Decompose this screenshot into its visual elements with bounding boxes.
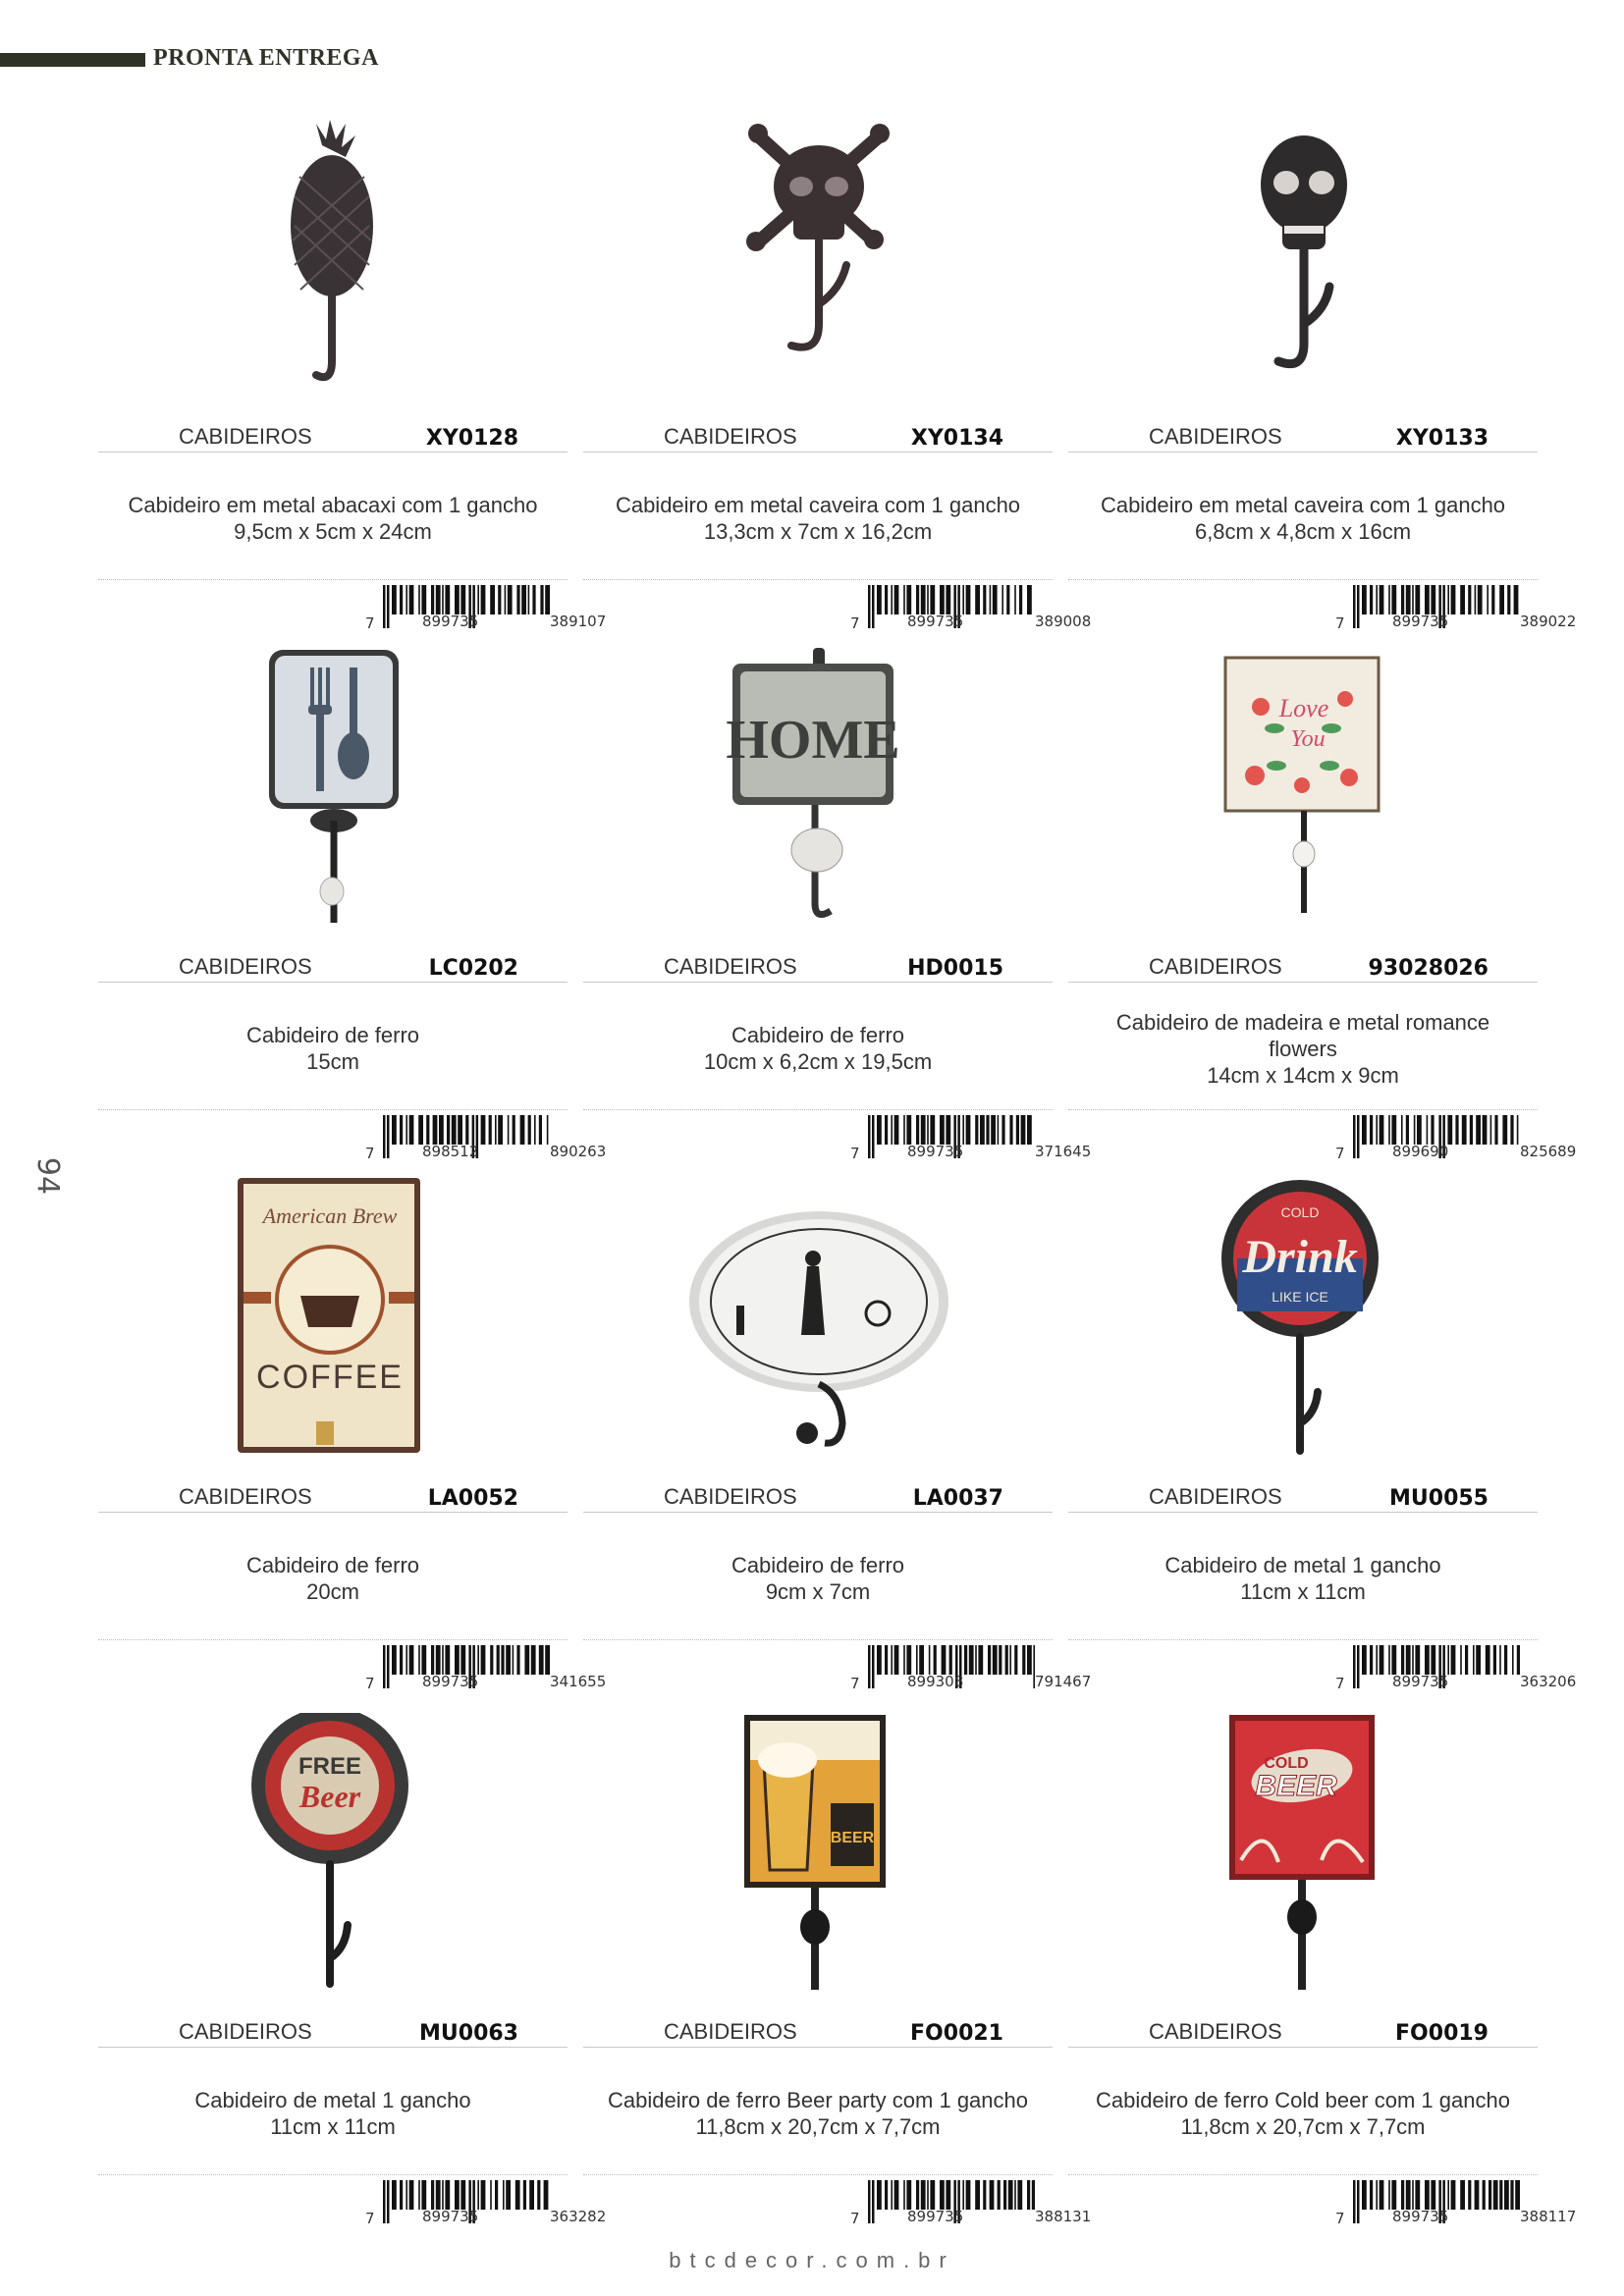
barcode-digit: 363282 — [550, 2208, 607, 2225]
product-description — [98, 2066, 568, 2161]
barcode-digit: 899735 — [1392, 613, 1449, 630]
flowers-hook-icon — [1068, 648, 1538, 942]
product-card[interactable] — [1068, 1178, 1577, 1708]
barcode-digit: 899308 — [907, 1673, 964, 1690]
product-photo — [583, 1713, 1053, 2007]
product-card[interactable] — [583, 1178, 1092, 1708]
category-row — [583, 2007, 1053, 2048]
drink-text: Drink — [1242, 1231, 1358, 1283]
divider — [98, 1109, 568, 1110]
barcode-digit: 898512 — [422, 1143, 479, 1160]
barcode-digit: 899735 — [1392, 2208, 1449, 2225]
description-line: Cabideiro de metal 1 gancho — [194, 2088, 471, 2112]
category-row — [583, 412, 1053, 453]
product-category: CABIDEIROS — [1149, 954, 1282, 979]
cold-label-text: COLD — [1264, 1755, 1309, 1772]
barcode — [740, 1115, 1092, 1162]
barcode-digit: 7 — [850, 614, 860, 632]
barcode — [1225, 1115, 1577, 1162]
description-line: 11cm x 11cm — [270, 2114, 396, 2139]
barcode — [740, 2180, 1092, 2227]
barcode-icon — [1225, 585, 1520, 632]
skull-crossbones-hook-icon — [583, 118, 1053, 412]
barcode-digit: 825689 — [1520, 1143, 1577, 1160]
barcode-digit: 899690 — [1392, 1143, 1449, 1160]
barcode-digit: 7 — [365, 614, 375, 632]
product-code: MU0063 — [419, 2021, 518, 2046]
barcode-digit: 791467 — [1035, 1673, 1092, 1690]
product-category: CABIDEIROS — [1149, 1484, 1282, 1509]
american-brew-text: American Brew — [262, 1203, 398, 1228]
description-line: 6,8cm x 4,8cm x 16cm — [1194, 519, 1412, 544]
love-text: Love — [1278, 694, 1329, 722]
description-line: Cabideiro de madeira e metal romance — [1115, 1009, 1490, 1035]
barcode-digit: 899735 — [907, 2208, 964, 2225]
barcode-digit: 388131 — [1035, 2208, 1092, 2225]
description-line: 11,8cm x 20,7cm x 7,7cm — [1180, 2114, 1426, 2139]
barcode-digit: 389008 — [1035, 613, 1092, 630]
divider — [583, 1109, 1053, 1110]
barcode-digit: 899735 — [422, 2208, 479, 2225]
barcode-icon — [255, 1645, 550, 1692]
divider — [583, 2174, 1053, 2175]
barcode-digit: 899735 — [907, 613, 964, 630]
category-row — [583, 942, 1053, 983]
barcode-digit: 7 — [850, 1145, 860, 1162]
product-photo — [583, 118, 1053, 412]
product-code: XY0134 — [910, 426, 1003, 451]
product-card[interactable] — [583, 118, 1092, 648]
barcode-digit: 7 — [1335, 1145, 1345, 1162]
product-photo — [98, 1713, 568, 2007]
category-row — [1068, 1472, 1538, 1513]
page-number: 94 — [30, 1156, 65, 1196]
beer-text: Beer — [298, 1779, 361, 1814]
skull-hook-icon — [1068, 118, 1538, 412]
product-description — [98, 471, 568, 565]
description-line: 10cm x 6,2cm x 19,5cm — [703, 1049, 933, 1074]
beer-party-hook-icon — [583, 1713, 1053, 2007]
product-photo — [1068, 648, 1538, 942]
product-photo — [1068, 118, 1538, 412]
product-description — [1068, 1001, 1538, 1095]
product-category: CABIDEIROS — [664, 2019, 797, 2044]
barcode-digit: 371645 — [1035, 1143, 1092, 1160]
product-card[interactable] — [583, 648, 1092, 1178]
description-line: flowers — [1269, 1036, 1337, 1061]
description-line: Cabideiro em metal abacaxi com 1 gancho — [128, 493, 538, 517]
product-photo — [98, 118, 568, 412]
product-code: FO0019 — [1395, 2021, 1489, 2046]
product-photo — [583, 1178, 1053, 1472]
barcode-icon — [255, 585, 550, 632]
product-card[interactable] — [98, 1713, 607, 2243]
barcode-digit: 7 — [1335, 2210, 1345, 2227]
product-description — [583, 471, 1053, 565]
pineapple-hook-icon — [98, 118, 568, 412]
barcode-icon — [1225, 1645, 1520, 1692]
product-code: MU0055 — [1389, 1486, 1489, 1511]
description-line: Cabideiro de ferro Beer party com 1 gancho — [607, 2088, 1028, 2112]
barcode-digit: 899735 — [907, 1143, 964, 1160]
product-code: FO0021 — [910, 2021, 1003, 2046]
beer-label-text: BEER — [1255, 1770, 1337, 1802]
divider — [583, 1639, 1053, 1640]
description-line: 9,5cm x 5cm x 24cm — [234, 519, 432, 544]
barcode-icon — [740, 1115, 1035, 1162]
barcode-digit: 7 — [365, 1675, 375, 1692]
barcode-digit: 7 — [365, 1145, 375, 1162]
product-category: CABIDEIROS — [1149, 424, 1282, 449]
divider — [1068, 1639, 1538, 1640]
barcode-digit: 7 — [1335, 1675, 1345, 1692]
divider — [1068, 579, 1538, 580]
home-hook-icon — [583, 648, 1053, 942]
oval-hook-icon — [583, 1178, 1053, 1472]
product-photo — [583, 648, 1053, 942]
product-description — [1068, 471, 1538, 565]
divider — [1068, 2174, 1538, 2175]
barcode-digit: 890263 — [550, 1143, 607, 1160]
barcode-digit: 7 — [850, 1675, 860, 1692]
barcode — [255, 1645, 607, 1692]
divider — [1068, 1109, 1538, 1110]
barcode — [740, 1645, 1092, 1692]
barcode-digit: 7 — [1335, 614, 1345, 632]
barcode-digit: 341655 — [550, 1673, 607, 1690]
barcode-digit: 363206 — [1520, 1673, 1577, 1690]
product-photo — [98, 648, 568, 942]
product-category: CABIDEIROS — [179, 424, 312, 449]
product-card[interactable] — [98, 118, 607, 648]
barcode — [1225, 2180, 1577, 2227]
barcode — [255, 2180, 607, 2227]
product-card[interactable] — [1068, 648, 1577, 1178]
category-row — [98, 1472, 568, 1513]
product-code: LC0202 — [428, 956, 518, 981]
product-description — [1068, 1531, 1538, 1626]
product-photo — [1068, 1178, 1538, 1472]
product-card[interactable] — [1068, 1713, 1577, 2243]
barcode-icon — [740, 2180, 1035, 2227]
category-row — [1068, 412, 1538, 453]
product-code: XY0128 — [425, 426, 518, 451]
barcode — [255, 585, 607, 632]
barcode-digit: 7 — [365, 2210, 375, 2227]
product-card[interactable] — [98, 1178, 607, 1708]
category-row — [1068, 2007, 1538, 2048]
description-line: Cabideiro em metal caveira com 1 gancho — [615, 493, 1021, 517]
product-photo — [1068, 1713, 1538, 2007]
product-description — [1068, 2066, 1538, 2161]
drink-cap-hook-icon — [1068, 1178, 1538, 1472]
barcode-icon — [1225, 2180, 1520, 2227]
barcode — [740, 585, 1092, 632]
barcode — [1225, 585, 1577, 632]
product-card[interactable] — [1068, 118, 1577, 648]
product-code: 93028026 — [1368, 956, 1489, 981]
description-line: Cabideiro de ferro — [731, 1023, 905, 1047]
product-code: LA0037 — [912, 1486, 1003, 1511]
product-category: CABIDEIROS — [179, 1484, 312, 1509]
product-description — [583, 1001, 1053, 1095]
product-code: HD0015 — [907, 956, 1003, 981]
divider — [98, 2174, 568, 2175]
category-row — [583, 1472, 1053, 1513]
divider — [98, 1639, 568, 1640]
description-line: 9cm x 7cm — [765, 1579, 871, 1604]
description-line: 11,8cm x 20,7cm x 7,7cm — [695, 2114, 941, 2139]
free-beer-cap-hook-icon — [98, 1713, 568, 2007]
you-text: You — [1290, 726, 1326, 752]
coffee-hook-icon — [98, 1178, 568, 1472]
product-category: CABIDEIROS — [179, 2019, 312, 2044]
description-line: 13,3cm x 7cm x 16,2cm — [703, 519, 933, 544]
barcode-digit: 389022 — [1520, 613, 1577, 630]
footer-url: btcdecor.com.br — [669, 2248, 955, 2272]
like-ice-text: LIKE ICE — [1272, 1289, 1328, 1305]
coffee-text: COFFEE — [256, 1359, 404, 1396]
barcode-icon — [1225, 1115, 1520, 1162]
barcode-digit: 7 — [850, 2210, 860, 2227]
barcode-digit: 899735 — [1392, 1673, 1449, 1690]
barcode-icon — [740, 1645, 1035, 1692]
product-card[interactable] — [583, 1713, 1092, 2243]
divider — [98, 579, 568, 580]
category-row — [1068, 942, 1538, 983]
product-code: XY0133 — [1395, 426, 1489, 451]
product-category: CABIDEIROS — [664, 424, 797, 449]
description-line: 11cm x 11cm — [1240, 1579, 1366, 1604]
barcode-icon — [255, 1115, 550, 1162]
description-line: 14cm x 14cm x 9cm — [1207, 1062, 1399, 1088]
description-line: Cabideiro de ferro — [245, 1023, 420, 1047]
product-description — [583, 1531, 1053, 1626]
divider — [583, 579, 1053, 580]
barcode — [1225, 1645, 1577, 1692]
category-row — [98, 2007, 568, 2048]
product-code: LA0052 — [427, 1486, 518, 1511]
product-category: CABIDEIROS — [664, 954, 797, 979]
description-line: 15cm — [306, 1049, 359, 1074]
home-sign-text: HOME — [726, 710, 900, 771]
barcode-icon — [740, 585, 1035, 632]
product-category: CABIDEIROS — [179, 954, 312, 979]
page-title: PRONTA ENTREGA — [153, 45, 379, 71]
description-line: Cabideiro de ferro — [731, 1553, 905, 1577]
description-line: Cabideiro de ferro Cold beer com 1 gancho — [1096, 2088, 1510, 2112]
beer-label-text: BEER — [830, 1830, 875, 1846]
product-description — [98, 1001, 568, 1095]
product-category: CABIDEIROS — [664, 1484, 797, 1509]
barcode-icon — [255, 2180, 550, 2227]
product-description — [583, 2066, 1053, 2161]
barcode-digit: 899735 — [422, 613, 479, 630]
description-line: Cabideiro em metal caveira com 1 gancho — [1100, 493, 1506, 517]
barcode — [255, 1115, 607, 1162]
cutlery-hook-icon — [98, 648, 568, 942]
cold-beer-hook-icon — [1068, 1713, 1538, 2007]
description-line: Cabideiro de ferro — [245, 1553, 420, 1577]
category-row — [98, 942, 568, 983]
category-row — [98, 412, 568, 453]
description-line: Cabideiro de metal 1 gancho — [1164, 1553, 1441, 1577]
cold-text: COLD — [1280, 1204, 1320, 1220]
product-description — [98, 1531, 568, 1626]
product-category: CABIDEIROS — [1149, 2019, 1282, 2044]
free-text: FREE — [298, 1753, 362, 1780]
barcode-digit: 389107 — [550, 613, 607, 630]
product-photo — [98, 1178, 568, 1472]
description-line: 20cm — [306, 1579, 359, 1604]
barcode-digit: 899735 — [422, 1673, 479, 1690]
product-card[interactable] — [98, 648, 607, 1178]
barcode-digit: 388117 — [1520, 2208, 1577, 2225]
